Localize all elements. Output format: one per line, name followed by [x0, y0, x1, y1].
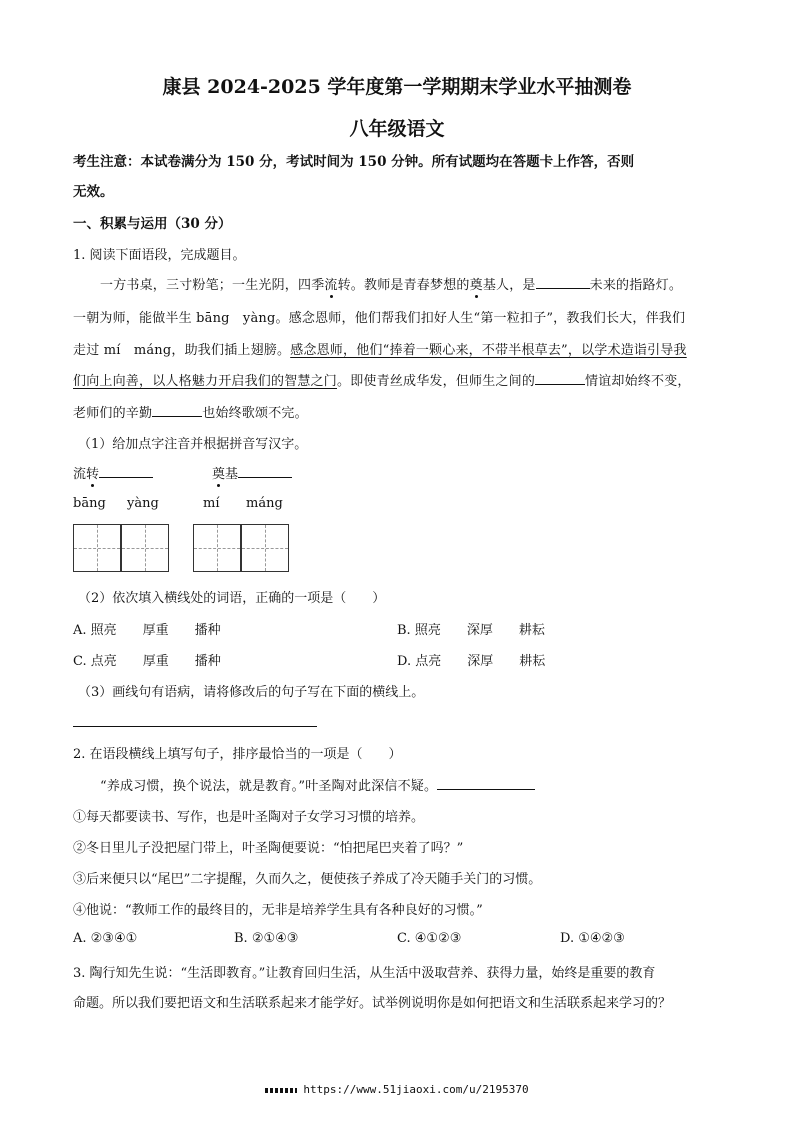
passage-line-1 [100, 274, 682, 293]
passage-text: 也始终歌颂不完。 [202, 406, 308, 421]
fill-blank-1[interactable] [536, 276, 590, 289]
option-b[interactable]: B. 照亮 深厚 耕耘 [397, 623, 545, 638]
annotate-word-1 [73, 463, 153, 482]
option-a[interactable]: A. 照亮 厚重 播种 [73, 623, 221, 638]
fill-blank-3[interactable] [152, 404, 202, 417]
fill-blank-2[interactable] [535, 372, 585, 385]
pinyin-label: bāng [73, 496, 106, 511]
writing-grid-box[interactable] [73, 524, 121, 572]
sentence-1: ①每天都要读书、写作，也是叶圣陶对子女学习习惯的培养。 [73, 810, 425, 825]
option-d[interactable]: D. 点亮 深厚 耕耘 [397, 654, 546, 669]
passage-line-5 [73, 402, 308, 421]
annotate-word-2 [212, 463, 292, 482]
passage-text: 走过 mí máng，助我们插上翅膀。 [73, 343, 291, 358]
footer-watermark [0, 1083, 794, 1096]
section-heading-1: 一、积累与运用（30 分） [73, 216, 232, 232]
question-1-stem: 1. 阅读下面语段，完成题目。 [73, 248, 246, 263]
passage-line-3 [73, 339, 687, 358]
pinyin-label: mí [203, 496, 220, 511]
subquestion-1: （1）给加点字注音并根据拼音写汉字。 [78, 437, 308, 452]
question-2-quote [100, 775, 535, 794]
notice-line-1: 考生注意：本试卷满分为 150 分，考试时间为 150 分钟。所有试题均在答题卡上作答，否则 [73, 154, 635, 170]
exam-subtitle: 八年级语文 [349, 118, 445, 140]
option-a[interactable]: A. ②③④① [73, 931, 138, 946]
passage-text: 基人，是 [482, 278, 536, 293]
pinyin-answer-blank-1[interactable] [99, 465, 153, 478]
pinyin-label: yàng [127, 496, 159, 511]
option-c[interactable]: C. ④①②③ [397, 931, 462, 946]
notice-line-2: 无效。 [73, 184, 114, 200]
subquestion-3: （3）画线句有语病，请将修改后的句子写在下面的横线上。 [78, 685, 425, 700]
sentence-3: ③后来便只以“尾巴”二字提醒，久而久之，便使孩子养成了冷天随手关门的习惯。 [73, 872, 542, 887]
passage-text: 一方书桌，三寸粉笔；一生光阴，四季 [100, 278, 325, 293]
passage-text: 未来的指路灯。 [589, 278, 683, 293]
sentence-2: ②冬日里儿子没把屋门带上，叶圣陶便要说：“怕把尾巴夹着了吗？” [73, 841, 464, 856]
word-char: 基 [225, 467, 239, 482]
passage-line-4 [73, 370, 691, 389]
subquestion-2: （2）依次填入横线处的词语，正确的一项是（ ） [78, 591, 386, 606]
question-2-stem: 2. 在语段横线上填写句子，排序最恰当的一项是（ ） [73, 747, 402, 762]
question-3-line-1: 3. 陶行知先生说：“生活即教育。”让教育回归生活，从生活中汲取营养、获得力量，始终是重要的教育 [73, 966, 656, 981]
writing-grid-box[interactable] [241, 524, 289, 572]
pinyin-answer-blank-2[interactable] [238, 465, 292, 478]
passage-text: 情谊却始终不变， [585, 374, 691, 389]
sentence-4: ④他说：“教师工作的最终目的，无非是培养学生具有各种良好的习惯。” [73, 903, 483, 918]
writing-grid-box[interactable] [193, 524, 241, 572]
underlined-sentence: 感念恩师，他们“捧着一颗心来，不带半根草去”，以学术造诣引导我 [290, 343, 687, 358]
pinyin-label: máng [246, 496, 283, 511]
exam-title: 康县 2024-2025 学年度第一学期期末学业水平抽测卷 [162, 76, 632, 98]
watermark-mark-icon [265, 1088, 297, 1093]
question-3-line-2: 命题。所以我们要把语文和生活联系起来才能学好。试举例说明你是如何把语文和生活联系起来学习的？ [73, 996, 672, 1011]
passage-text: 转。教师是青春梦想的 [337, 278, 470, 293]
quote-text: “养成习惯，换个说法，就是教育。”叶圣陶对此深信不疑。 [100, 779, 438, 794]
option-d[interactable]: D. ①④②③ [560, 931, 625, 946]
passage-text: 老师们的辛勤 [73, 406, 153, 421]
footer-url[interactable]: https://www.51jiaoxi.com/u/2195370 [303, 1083, 529, 1096]
option-b[interactable]: B. ②①④③ [234, 931, 299, 946]
dotted-char: 奠 [469, 278, 483, 293]
passage-line-2: 一朝为师，能做半生 bāng yàng。感念恩师，他们帮我们扣好人生“第一粒扣子”，教我们长大，伴我们 [73, 311, 686, 326]
answer-line[interactable] [73, 726, 317, 727]
dotted-char: 奠 [212, 467, 226, 482]
writing-grid-box[interactable] [121, 524, 169, 572]
option-c[interactable]: C. 点亮 厚重 播种 [73, 654, 221, 669]
underlined-sentence: 们向上向善，以人格魅力开启我们的智慧之门 [73, 374, 338, 389]
dotted-char: 转 [86, 467, 100, 482]
passage-text: 。即使青丝成华发，但师生之间的 [337, 374, 536, 389]
dotted-char: 流 [324, 278, 338, 293]
word-char: 流 [73, 467, 87, 482]
fill-blank-4[interactable] [437, 777, 535, 790]
